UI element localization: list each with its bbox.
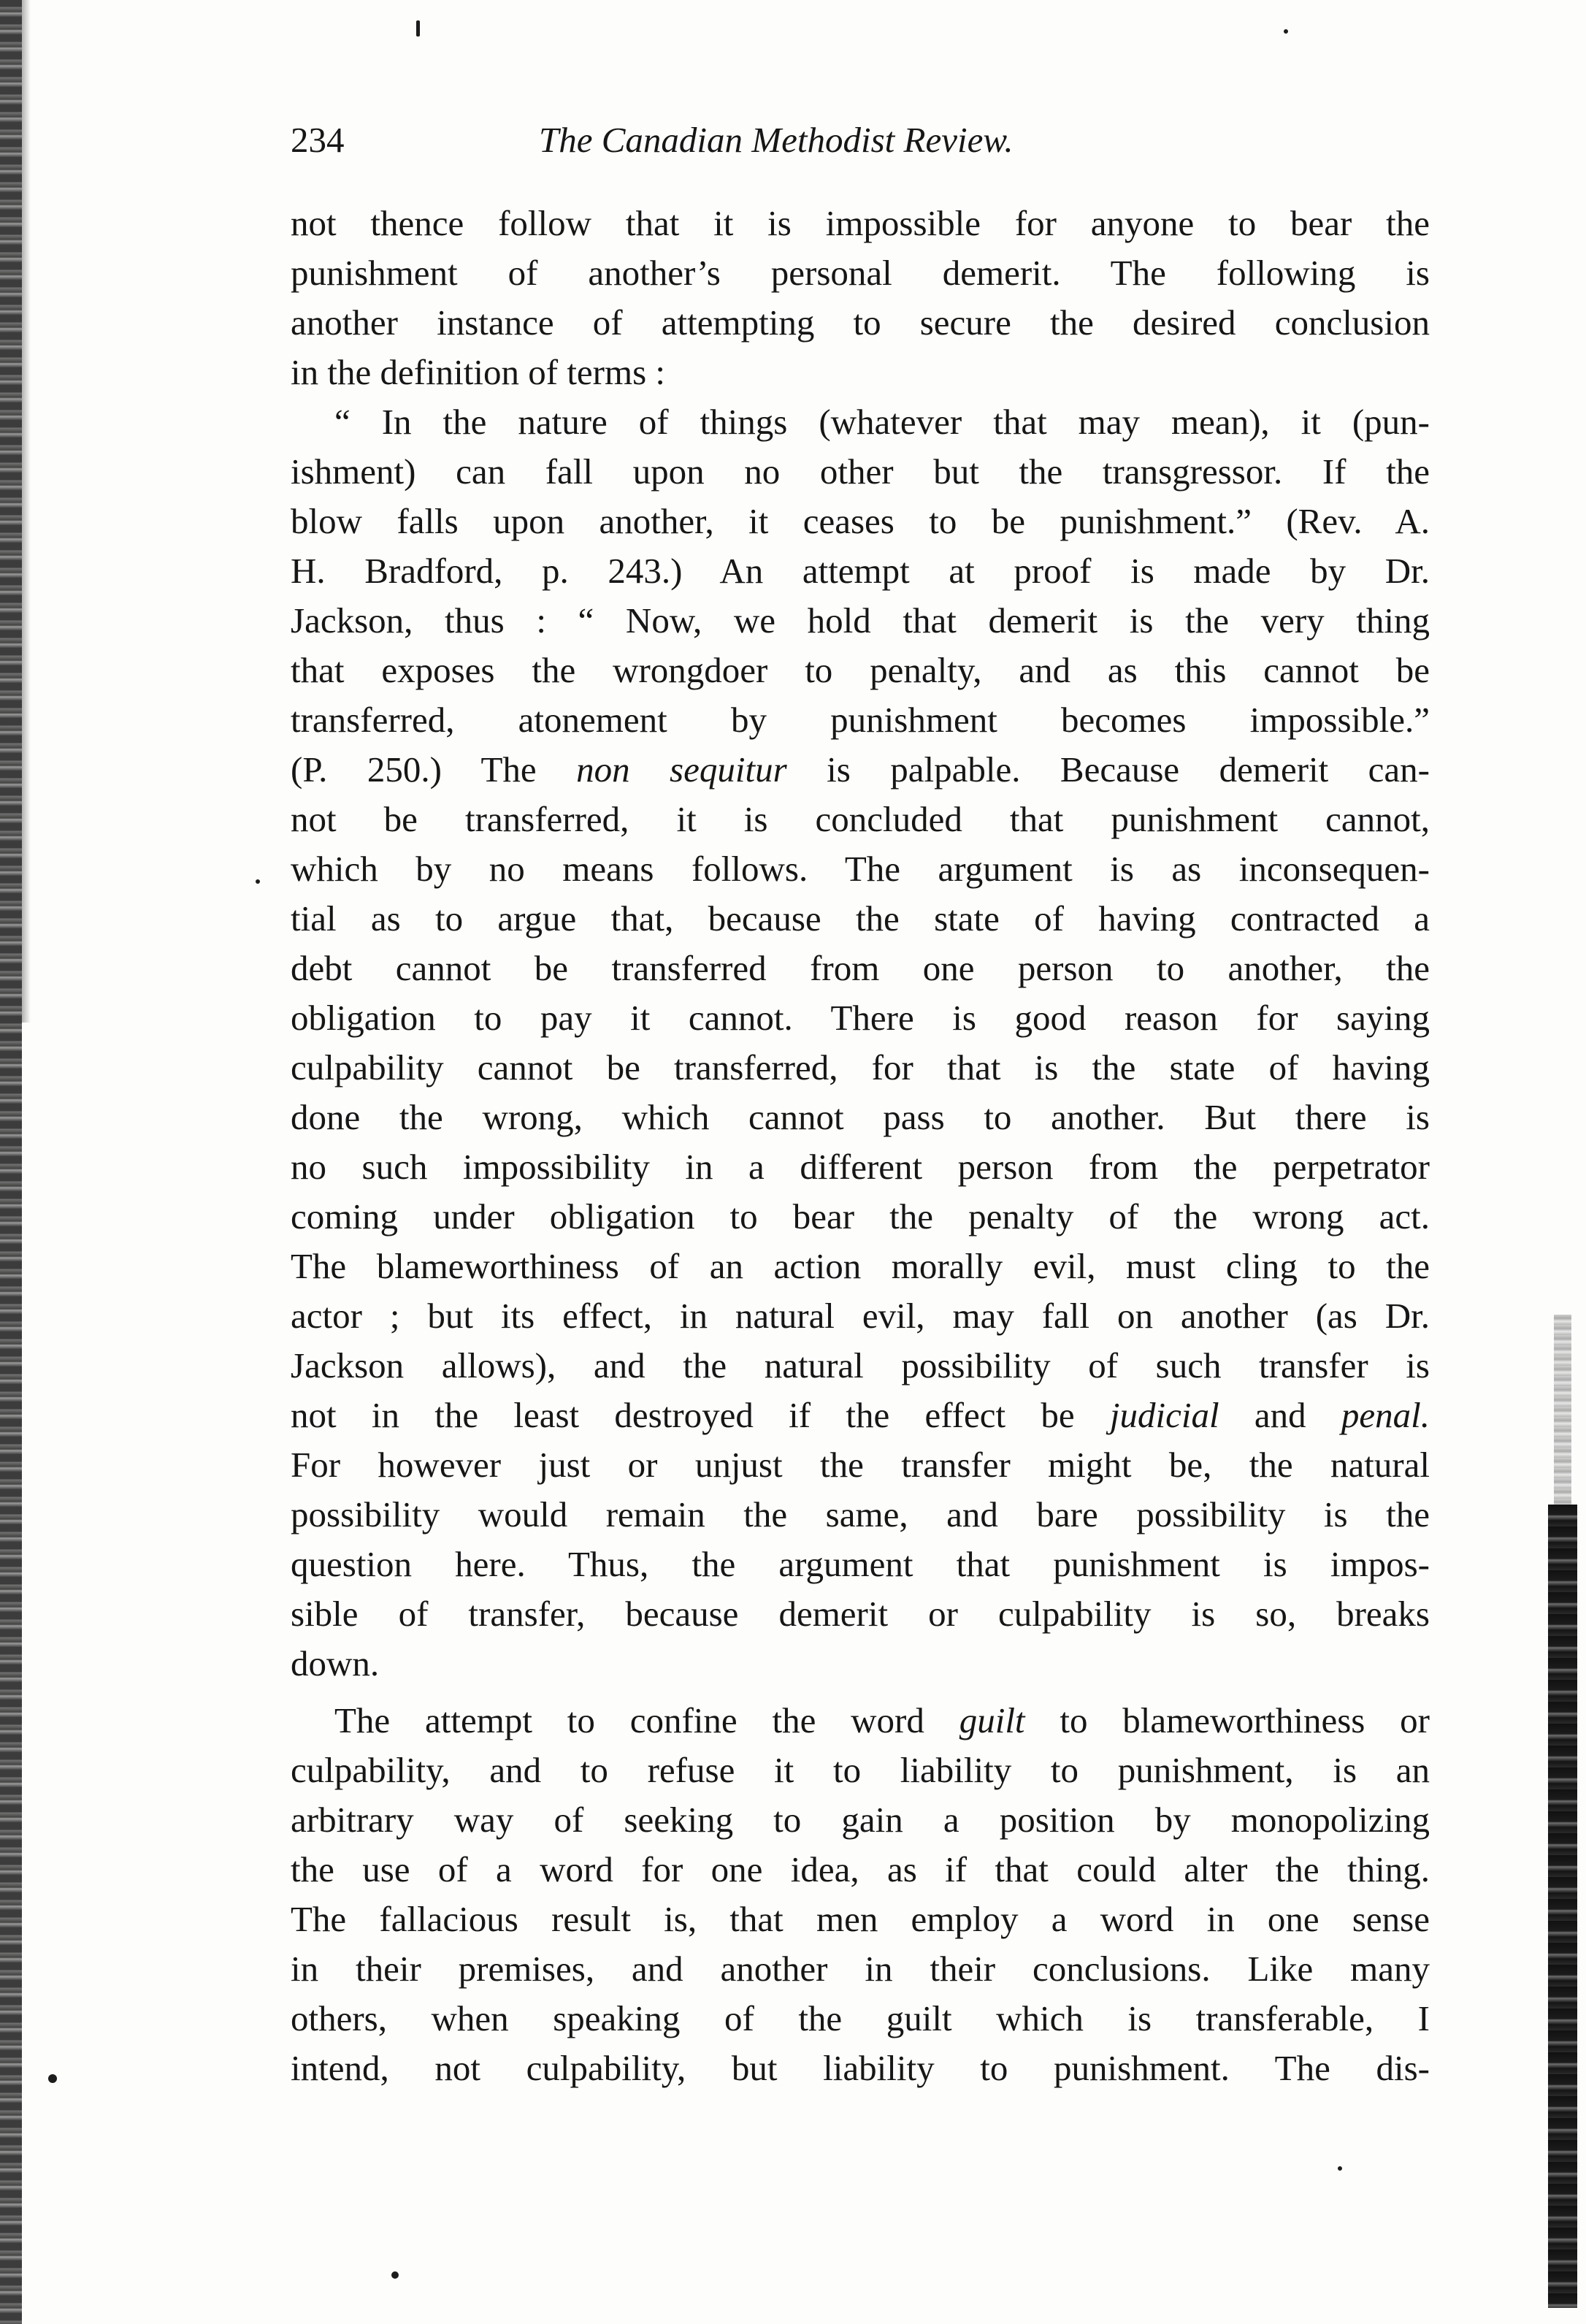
- scan-speck: [1284, 29, 1288, 34]
- text-line: punishment of another’s personal demerit. The following is: [291, 253, 1430, 293]
- text-line: For however just or unjust the transfer might be, the natural: [291, 1445, 1430, 1485]
- text-line: possibility would remain the same, and bare possibility is the: [291, 1494, 1430, 1534]
- text-line: culpability, and to refuse it to liability to punishment, is an: [291, 1750, 1430, 1790]
- text-line: transferred, atonement by punishment becomes impossible.”: [291, 700, 1430, 740]
- text-line: actor ; but its effect, in natural evil, may fall on another (as Dr.: [291, 1296, 1430, 1336]
- binding-shadow: [22, 0, 31, 1023]
- italic-term: judicial: [1109, 1395, 1219, 1435]
- text-line-judicial: [291, 1391, 1430, 1440]
- italic-term: guilt: [959, 1700, 1025, 1740]
- running-title: The Canadian Methodist Review.: [539, 120, 1014, 160]
- text-line: no such impossibility in a different person from the perpetrator: [291, 1147, 1430, 1187]
- text-line: coming under obligation to bear the penalty of the wrong act.: [291, 1196, 1430, 1236]
- text-line: obligation to pay it cannot. There is good reason for saying: [291, 998, 1430, 1038]
- text-line: tial as to argue that, because the state of having contracted a: [291, 898, 1430, 939]
- text-line: the use of a word for one idea, as if that could alter the thing.: [291, 1849, 1430, 1889]
- page-header: [291, 111, 1430, 169]
- text-line: sible of transfer, because demerit or culpability is so, breaks: [291, 1594, 1430, 1634]
- binding-edge: [0, 0, 22, 2324]
- italic-term: non sequitur: [576, 749, 787, 790]
- text-line: which by no means follows. The argument is as inconsequen-: [291, 849, 1430, 889]
- page-number: 234: [291, 120, 345, 160]
- text-line: in their premises, and another in their conclusions. Like many: [291, 1949, 1430, 1989]
- text-line: Jackson allows), and the natural possibility of such transfer is: [291, 1345, 1430, 1385]
- page-edge-shadow: [1554, 1315, 1571, 1505]
- text-line: H. Bradford, p. 243.) An attempt at proof is made by Dr.: [291, 551, 1430, 591]
- text-line: Jackson, thus : “ Now, we hold that demerit is the very thing: [291, 600, 1430, 641]
- text-line: culpability cannot be transferred, for that is the state of having: [291, 1047, 1430, 1088]
- text-line: done the wrong, which cannot pass to another. But there is: [291, 1097, 1430, 1137]
- text-line: intend, not culpability, but liability to punishment. The dis-: [291, 2048, 1430, 2088]
- text-line: The fallacious result is, that men employ a word in one sense: [291, 1899, 1430, 1939]
- text-run: is palpable. Because demerit can-: [786, 749, 1430, 790]
- scan-speck: [48, 2074, 57, 2083]
- text-line-guilt: [291, 1696, 1430, 1746]
- text-line: in the definition of terms :: [291, 352, 666, 392]
- scan-speck: [1338, 2166, 1342, 2171]
- text-line: not be transferred, it is concluded that punishment cannot,: [291, 799, 1430, 839]
- text-line: that exposes the wrongdoer to penalty, and as this cannot be: [291, 650, 1430, 690]
- text-line: blow falls upon another, it ceases to be punishment.” (Rev. A.: [291, 501, 1430, 541]
- text-run: to blameworthiness or: [1024, 1700, 1430, 1740]
- page-edge: [1548, 1505, 1577, 2308]
- text-run: The attempt to confine the word: [334, 1700, 959, 1740]
- text-line: The blameworthiness of an action morally evil, must cling to the: [291, 1246, 1430, 1286]
- scan-speck: [391, 2271, 399, 2279]
- italic-term: penal.: [1341, 1395, 1430, 1435]
- text-line-p250: [291, 745, 1430, 795]
- text-line: down.: [291, 1643, 380, 1683]
- text-line: ishment) can fall upon no other but the transgressor. If the: [291, 451, 1430, 492]
- text-line: question here. Thus, the argument that punishment is impos-: [291, 1544, 1430, 1584]
- text-run: (P. 250.) The: [291, 749, 577, 790]
- scan-speck: [256, 879, 260, 884]
- text-line: not thence follow that it is impossible for anyone to bear the: [291, 203, 1430, 243]
- text-line: debt cannot be transferred from one person to another, the: [291, 948, 1430, 988]
- quote-line: “ In the nature of things (whatever that may mean), it (pun-: [334, 402, 1430, 442]
- text-run: not in the least destroyed if the effect be: [291, 1395, 1110, 1435]
- text-line: another instance of attempting to secure the desired conclusion: [291, 302, 1430, 343]
- text-line: others, when speaking of the guilt which is transferable, I: [291, 1998, 1430, 2038]
- scan-speck: [416, 20, 420, 37]
- text-run: and: [1219, 1395, 1341, 1435]
- body-text: [291, 199, 1430, 2093]
- text-line: arbitrary way of seeking to gain a position by monopolizing: [291, 1800, 1430, 1840]
